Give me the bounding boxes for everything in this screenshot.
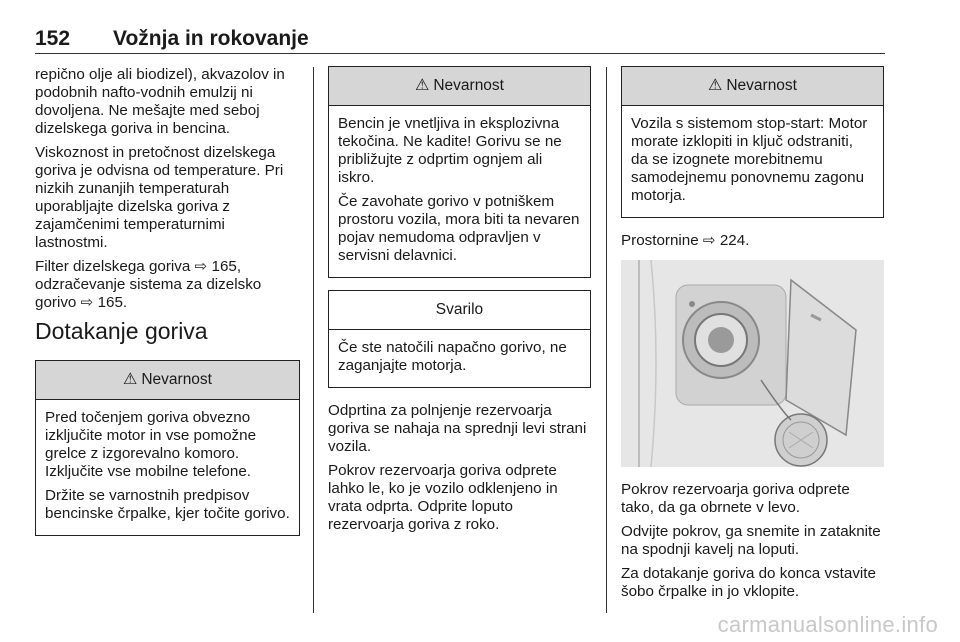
warning-icon: ⚠ [708, 77, 723, 94]
page-ref-arrow-icon: ⇨ [80, 294, 94, 311]
text: Prostornine [621, 232, 703, 249]
paragraph: Pokrov rezervoarja goriva odprete lahko le, ko je vozilo odklenjeno in vrata odprta. Odprite loputo rezervoarja goriva z roko. [328, 462, 558, 533]
paragraph: Vozila s sistemom stop-start: Motor morate izklopiti in ključ odstraniti, da se izognete morebitnemu samodejnemu ponovnemu zagonu motorja. [631, 115, 868, 204]
column-2 [328, 66, 591, 540]
danger-box [35, 360, 300, 536]
paragraph: Odvijte pokrov, ga snemite in zataknite na spodnji kavelj na loputi. [621, 523, 881, 558]
paragraph: Za dotakanje goriva do konca vstavite šobo črpalke in jo vklopite. [621, 565, 876, 600]
danger-box [328, 66, 591, 278]
danger-title: Nevarnost [433, 77, 504, 94]
paragraph: Če zavohate gorivo v potniškem prostoru vozila, mora biti ta nevaren pojav nemudoma odpravljen v servisni delavnici. [338, 193, 580, 264]
caution-title: Svarilo [435, 301, 484, 318]
danger-box-header [622, 67, 883, 106]
column-3 [621, 66, 884, 607]
warning-icon: ⚠ [415, 77, 430, 94]
section-heading: Dotakanje goriva [35, 318, 208, 344]
danger-title: Nevarnost [726, 77, 797, 94]
page-ref-arrow-icon: ⇨ [702, 232, 716, 249]
fuel-filler-icon [621, 260, 884, 467]
page-title: Vožnja in rokovanje [113, 27, 309, 50]
paragraph: Držite se varnostnih predpisov bencinske črpalke, kjer točite gorivo. [45, 487, 290, 522]
danger-title: Nevarnost [141, 371, 212, 388]
paragraph: Filter dizelskega goriva ⇨ 165, odzračevanje sistema za dizelsko gorivo ⇨ 165. [35, 258, 262, 311]
fuel-cap-illustration [621, 260, 884, 467]
danger-box-header [36, 361, 299, 400]
page-ref[interactable]: 165 [211, 258, 237, 275]
column-1 [35, 66, 300, 546]
paragraph: Odprtina za polnjenje rezervoarja goriva se nahaja na sprednji levi strani vozila. [328, 402, 587, 455]
paragraph: Bencin je vnetljiva in eksplozivna tekočina. Ne kadite! Gorivu se ne približujte z odprtim ognjem ali iskro. [338, 115, 562, 186]
warning-icon: ⚠ [123, 371, 138, 388]
page-header [35, 27, 885, 54]
caution-box-header [329, 291, 590, 330]
page-ref[interactable]: 165 [97, 294, 123, 311]
paragraph: repično olje ali biodizel), akvazolov in podobnih nafto-vodnih emulzij ni dovoljena. Ne mešajte med seboj dizelskega goriva in bencina. [35, 66, 285, 137]
text: , odzračevanje sistema za dizelsko gorivo [35, 258, 262, 311]
page-number: 152 [35, 27, 71, 50]
watermark: carmanualsonline.info [717, 612, 938, 637]
paragraph: Prostornine ⇨ 224. [621, 232, 750, 249]
text: Filter dizelskega goriva [35, 258, 195, 275]
page-ref-arrow-icon: ⇨ [194, 258, 208, 275]
column-divider [313, 67, 314, 613]
paragraph: Če ste natočili napačno gorivo, ne zaganjajte motorja. [338, 339, 567, 374]
paragraph: Pokrov rezervoarja goriva odprete tako, da ga obrnete v levo. [621, 481, 850, 516]
column-divider [606, 67, 607, 613]
caution-box [328, 290, 591, 388]
danger-box [621, 66, 884, 218]
page-ref[interactable]: 224 [719, 232, 746, 249]
danger-box-header [329, 67, 590, 106]
paragraph: Pred točenjem goriva obvezno izključite motor in vse pomožne grelce z izgorevalno komoro. Izključite vse mobilne telefone. [45, 409, 257, 480]
paragraph: Viskoznost in pretočnost dizelskega goriva je odvisna od temperature. Pri nizkih zunanjih temperaturah uporabljajte dizelska goriva z zajamčenimi temperaturnimi lastnostmi. [35, 144, 284, 251]
